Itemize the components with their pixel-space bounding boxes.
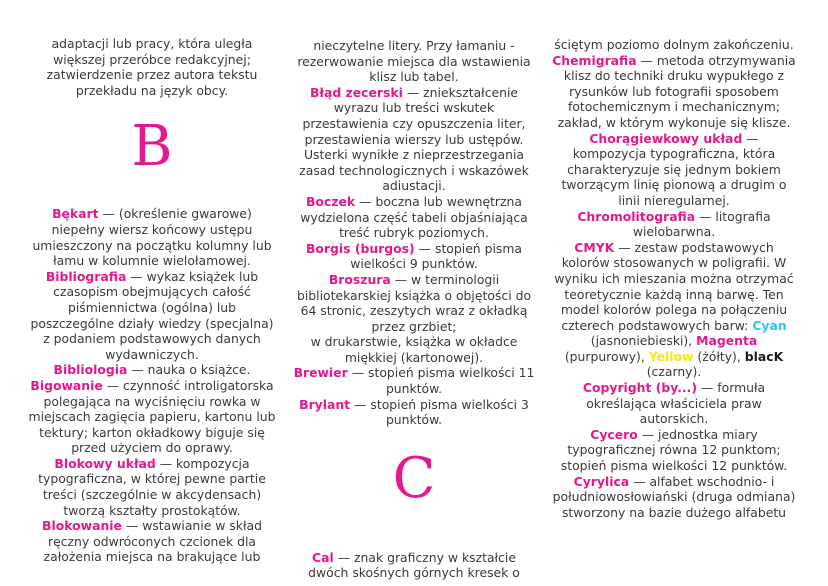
color-yellow-note: (żółty), (693, 348, 745, 364)
entry-term: Copyright (by...) (582, 380, 697, 396)
entry (551, 209, 797, 240)
entry-term: Brylant (299, 396, 351, 412)
entry-definition: — stopień pisma wielkości 3 punktów. (350, 396, 529, 428)
color-magenta-label: Magenta (696, 333, 758, 349)
entry-definition: — wstawianie w skład ręczny odwróconych czcionek dla założenia miejsca na brakujące lub (43, 518, 262, 565)
entry-term: Bigowanie (30, 377, 103, 393)
entry-term: Cyrylica (573, 473, 630, 489)
entry-definition: — jednostka miary typograficznej równa 12 punktom; (567, 426, 781, 458)
entry (28, 456, 276, 518)
entry-definition: — nauka o książce. (127, 362, 251, 378)
entry-definition: — stopień pisma wielkości 9 punktów. (350, 240, 523, 272)
entry (290, 397, 538, 428)
entry-term: Blokowanie (42, 518, 122, 534)
entry-term: Bibliografia (45, 268, 127, 284)
entry (28, 378, 276, 456)
entry-term: Chromolitografia (577, 208, 696, 224)
entry (28, 518, 276, 565)
entry-term: CMYK (574, 239, 615, 255)
color-black-note: (czarny). (646, 364, 702, 380)
entry-term: Chorągiewkowy układ (589, 130, 743, 146)
entry-definition: — w terminologii bibliotekarskiej książka o objętości do 64 stronic, zeszytych wraz z okładką przez grzbiet; (296, 271, 532, 334)
entry-term: Cal (312, 549, 334, 565)
entry (290, 272, 538, 334)
entry-term: Bękart (52, 206, 99, 222)
entry (290, 194, 538, 241)
entry-definition: — znak graficzny w kształcie dwóch skośnych górnych kresek o (308, 549, 520, 581)
continued-text: nieczytelne litery. Przy łamaniu - rezerwowanie miejsca dla wstawienia klisz lub tabel. (297, 38, 531, 85)
column-1 (28, 36, 276, 565)
entry (551, 427, 797, 458)
entry-term: Bibliologia (53, 362, 128, 378)
entry-continuation: zakład, w którym wykonuje się klisze. (557, 114, 791, 130)
entry-term: Błąd zecerski (309, 84, 403, 100)
color-cyan-label: Cyan (752, 317, 787, 333)
section-letter-c: C (392, 445, 436, 511)
entry (28, 269, 276, 363)
entry (551, 474, 797, 521)
entry-term: Brewier (293, 365, 348, 381)
entry-definition: — kompozycja typograficzna, w której pewne partie treści (szczególnie w akcydensach) tworzą kształty prostokątów. (38, 455, 266, 518)
entry-definition: — zniekształcenie wyrazu lub treści wskutek przestawienia czy opuszczenia liter, przestawienia wierszy lub ustępów. Usterki wynikłe z nieprzestrzegania zasad technologicznych i wskazówek adiustacji. (299, 84, 529, 194)
entry (28, 206, 276, 268)
entry (290, 241, 538, 272)
entry-definition: — kompozycja typograficzna, która charakteryzuje się jednym bokiem tworzącym linię pionową a drugim o linii nieregularnej. (561, 130, 787, 208)
section-letter-b: B (131, 114, 173, 180)
continued-text: ściętym poziomo dolnym zakończeniu. (554, 37, 794, 52)
entry-term: Broszura (328, 271, 391, 287)
entry (551, 380, 797, 427)
column-2 (290, 38, 538, 581)
entry-term: Chemigrafia (552, 52, 637, 68)
entry (290, 550, 538, 581)
entry (290, 365, 538, 396)
color-black-label: blacK (744, 348, 784, 364)
entry-definition: — formuła określająca właściciela praw autorskich. (586, 380, 766, 427)
entry-definition: — stopień pisma wielkości 11 punktów. (347, 365, 535, 397)
entry (551, 131, 797, 209)
entry-definition: — boczna lub wewnętrzna wydzielona część tabeli objaśniająca treść rubryk poziomych. (300, 193, 528, 241)
continued-text: adaptacji lub pracy, która uległa większej przeróbce redakcyjnej; zatwierdzenie przez autora tekstu przekładu na język obcy. (46, 36, 258, 98)
entry (551, 53, 797, 115)
entry-definition: — czynność introligatorska polegająca na wyciśnięciu rowka w miejscach zagięcia papieru, kartonu lub tektury; karton okładkowy biguje się przed użyciem do oprawy. (28, 377, 276, 456)
entry-definition: — alfabet wschodnio- i południowosłowiański (druga odmiana) stworzony na bazie dużego alfabetu (552, 473, 796, 520)
entry-cmyk (551, 240, 797, 380)
entry-definition: — wykaz książek lub czasopism obejmujących całość piśmiennictwa (ogólna) lub poszczególne działy wiedzy (specjalna) z podaniem podstawowych danych wydawniczych. (30, 268, 274, 362)
entry (28, 362, 276, 378)
entry-term: Borgis (burgos) (305, 240, 415, 256)
entry-definition: — litografia wielobarwna. (632, 208, 771, 240)
entry-term: Blokowy układ (54, 455, 156, 471)
entry-definition: — metoda otrzymywania klisz do techniki druku wypukłego z rysunków lub fotografii sposobem fotochemicznym i mechanicznym; (563, 52, 796, 115)
entry (290, 85, 538, 194)
entry-continuation: w drukarstwie, książka w okładce miękkiej (kartonowej). (310, 334, 518, 365)
column-3 (551, 37, 797, 520)
entry-term: Boczek (306, 193, 356, 209)
entry-term: Cycero (590, 426, 638, 442)
entry-continuation: stopień pisma wielkości 12 punktów. (560, 458, 788, 474)
color-magenta-note: (purpurowy), (564, 348, 649, 364)
entry-definition: — (określenie gwarowe) niepełny wiersz końcowy ustępu umieszczony na początku kolumny lub łamu w kolumnie wielołamowej. (32, 206, 272, 269)
color-cyan-note: (jasnoniebieski), (590, 333, 697, 349)
color-yellow-label: Yellow (648, 348, 694, 364)
entry-definition: — zestaw podstawowych kolorów stosowanych w poligrafii. W wyniku ich mieszania można otrzymać teoretycznie każdą inną barwę. Ten model kolorów polega na połączeniu czterech podstawowych barw: (554, 239, 794, 333)
